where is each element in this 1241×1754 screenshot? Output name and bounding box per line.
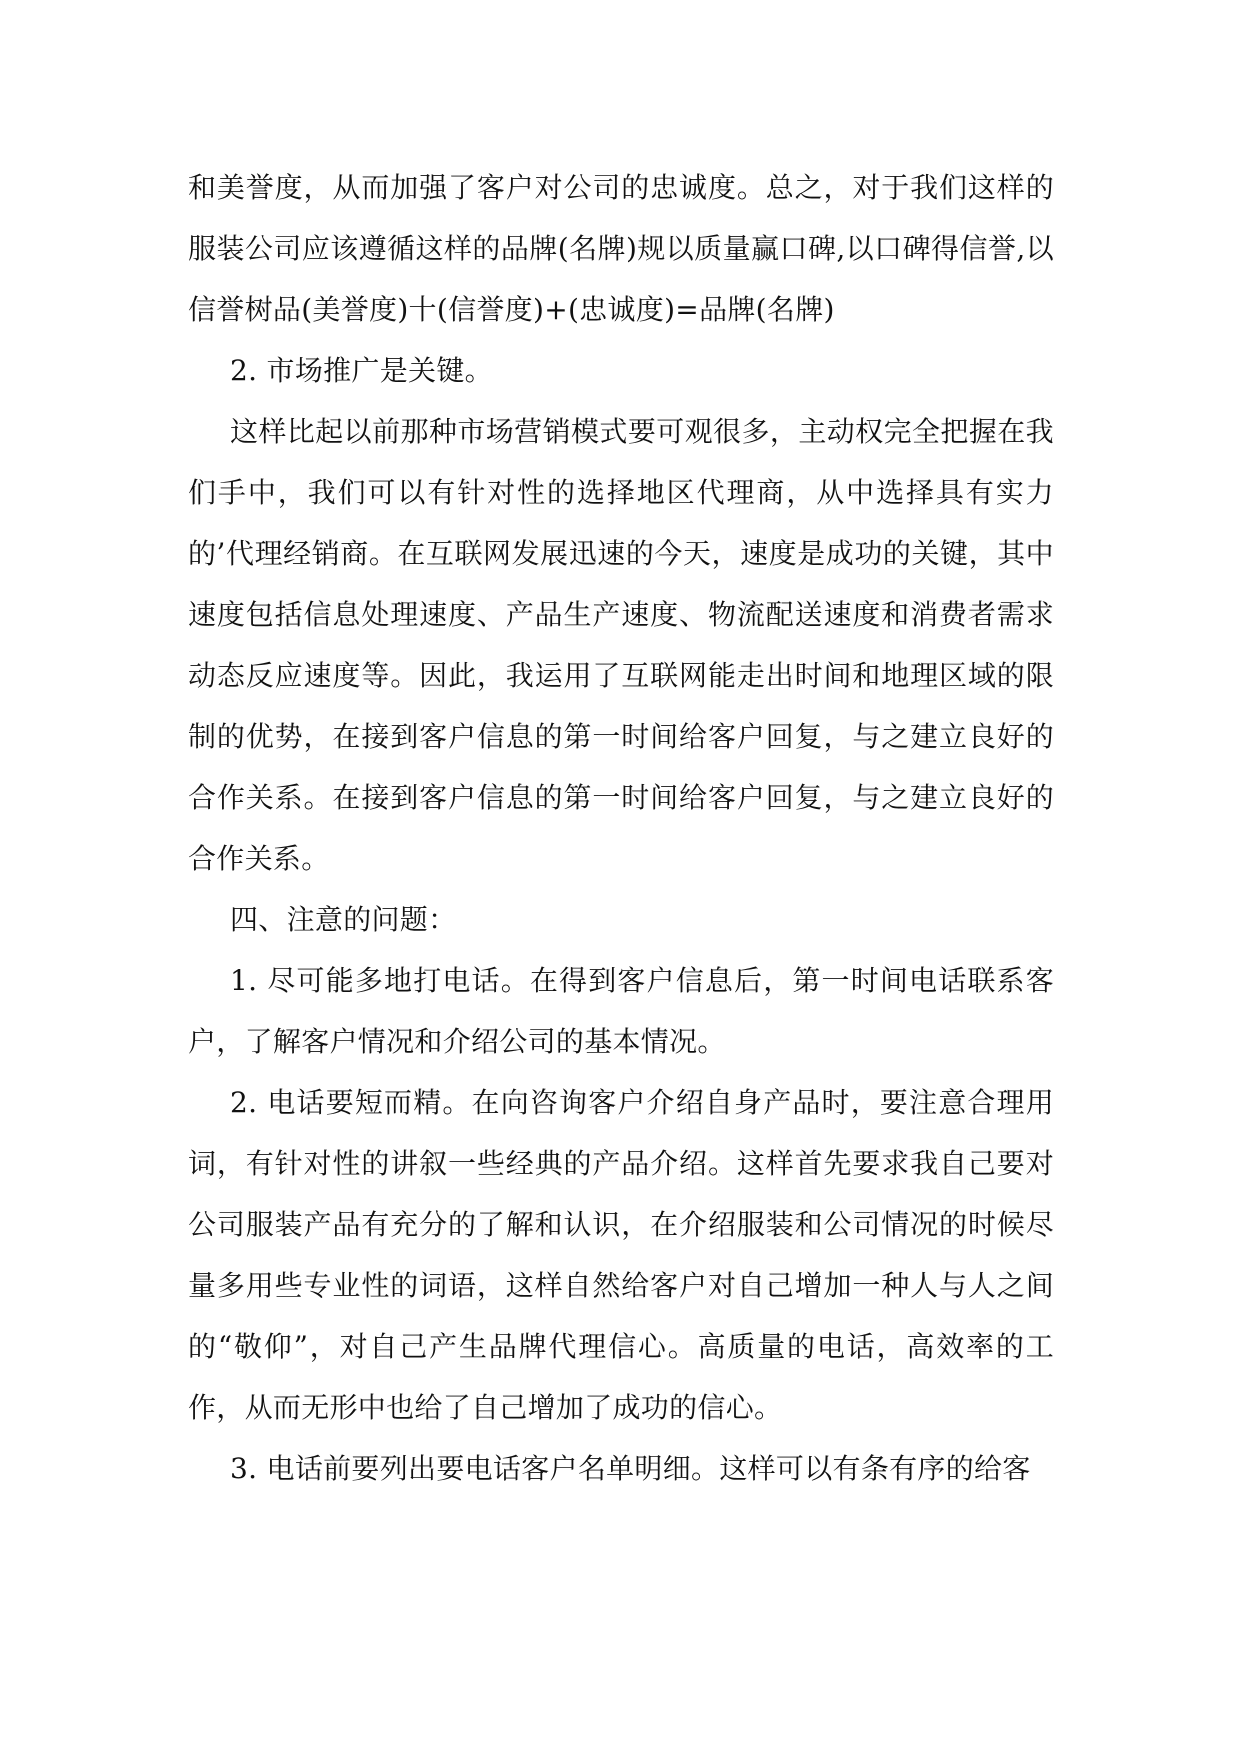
section-heading-issues: 四、注意的问题： — [230, 903, 457, 936]
paragraph-issue-3: 3. 电话前要列出要电话客户名单明细。这样可以有条有序的给客 — [230, 1452, 1031, 1485]
paragraph-market-promotion: 这样比起以前那种市场营销模式要可观很多，主动权完全把握在我们手中，我们可以有针对性的选择地区代理商，从中选择具有实力的’代理经销商。在互联网发展迅速的今天，速度是成功的关键，其中速度包括信息处理速度、产品生产速度、物流配送速度和消费者需求动态反应速度等。因此，我运用了互联网能走出时间和地理区域的限制的优势，在接到客户信息的第一时间给客户回复，与之建立良好的合作关系。在接到客户信息的第一时间给客户回复，与之建立良好的合作关系。 — [188, 415, 1054, 875]
paragraph-heading-market-promotion: 2. 市场推广是关键。 — [230, 354, 493, 387]
paragraph-issue-2: 2. 电话要短而精。在向咨询客户介绍自身产品时，要注意合理用词，有针对性的讲叙一些经典的产品介绍。这样首先要求我自己要对公司服装产品有充分的了解和认识，在介绍服装和公司情况的时候尽量多用些专业性的词语，这样自然给客户对自己增加一种人与人之间的“敬仰”，对自己产生品牌代理信心。高质量的电话，高效率的工作，从而无形中也给了自己增加了成功的信心。 — [188, 1086, 1054, 1424]
paragraph-brand-conclusion: 和美誉度，从而加强了客户对公司的忠诚度。总之，对于我们这样的服装公司应该遵循这样的品牌(名牌)规以质量赢口碑,以口碑得信誉,以信誉树品(美誉度)十(信誉度)+(忠诚度)=品牌(名牌) — [188, 171, 1054, 326]
paragraph-issue-1: 1. 尽可能多地打电话。在得到客户信息后，第一时间电话联系客户，了解客户情况和介绍公司的基本情况。 — [188, 964, 1054, 1058]
document-body — [188, 157, 1054, 1499]
